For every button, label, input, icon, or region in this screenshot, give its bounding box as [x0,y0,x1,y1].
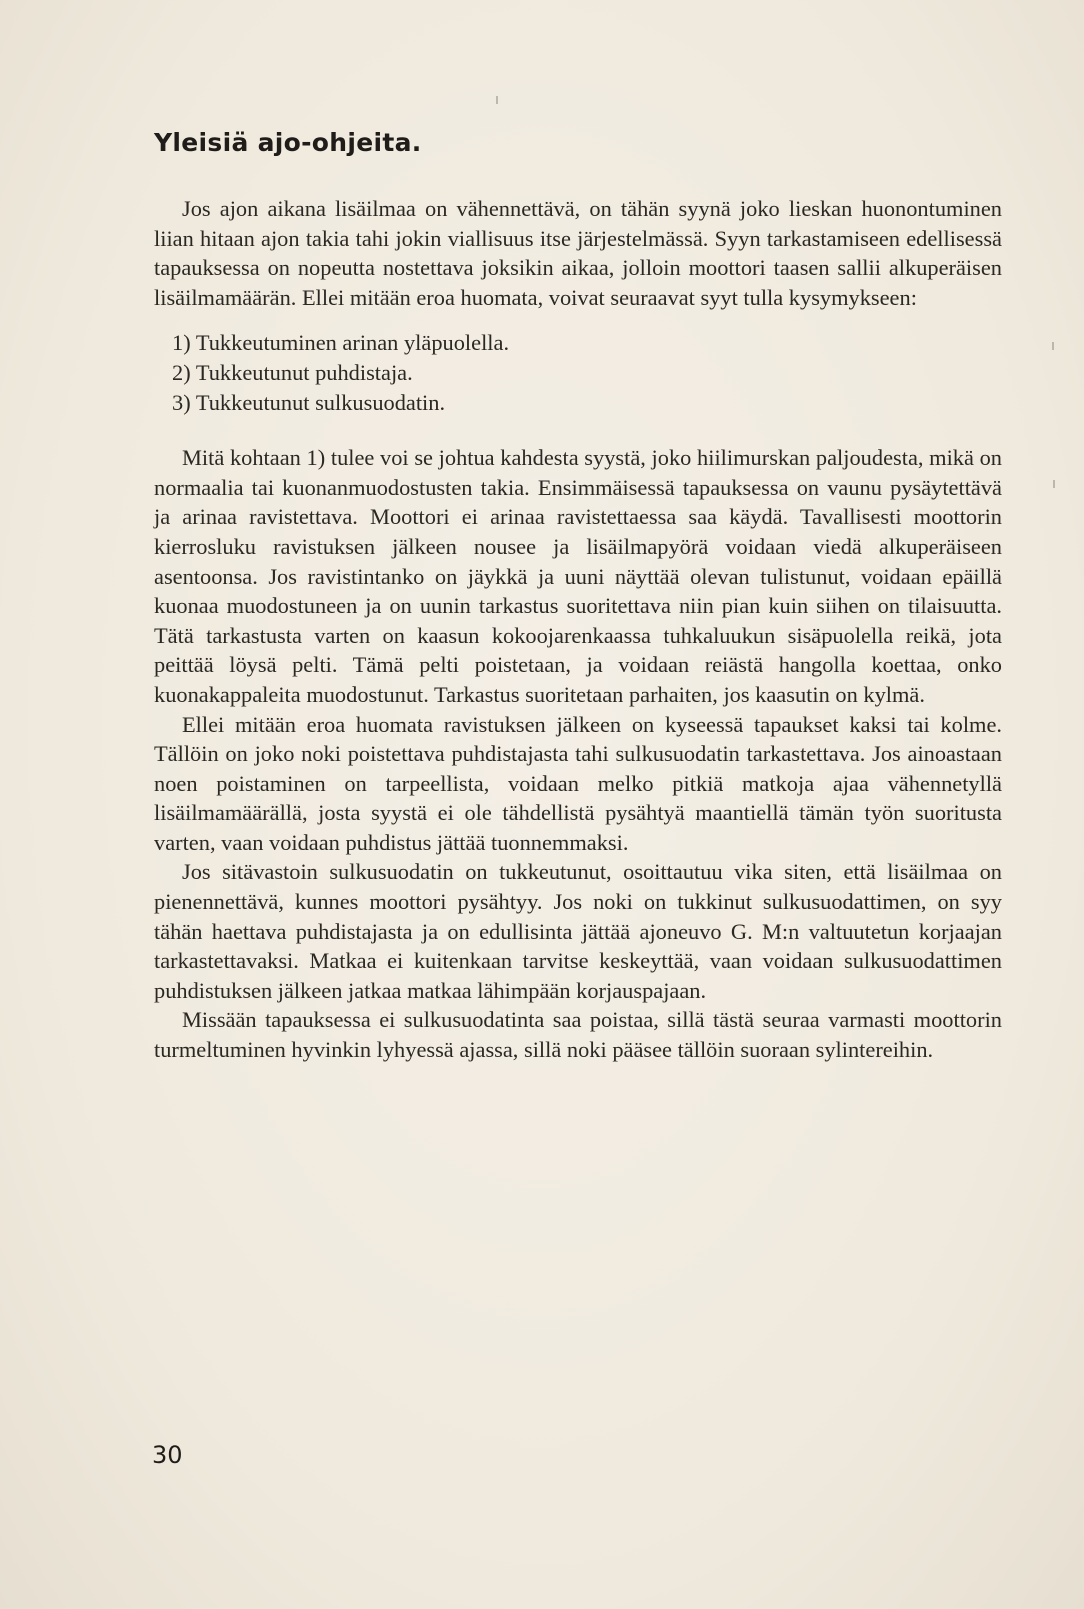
list-item: 2) Tukkeutunut puhdistaja. [172,359,413,385]
list-item: 3) Tukkeutunut sulkusuodatin. [172,389,446,415]
cause-list [154,328,1002,417]
page-number: 30 [152,1441,183,1469]
paragraph: Ellei mitään eroa huomata ravistuksen jälkeen on kyseessä tapaukset kaksi tai kolme. Tällöin on joko noki poistettava puhdistajasta tahi sulkusuodatin tarkastettava. Jos ainoastaan noen poistaminen on tarpeellista, voidaan melko pitkiä matkoja ajaa vähennetyllä lisäilmamäärällä, josta syystä ei ole tähdellistä pysähtyä maantiellä tämän työn suoritusta varten, vaan voidaan puhdistus jättää tuonnemmaksi. [154,711,1002,855]
paper-speck [1052,342,1054,350]
paragraph: Jos sitävastoin sulkusuodatin on tukkeutunut, osoittautuu vika siten, että lisäilmaa on pienennettävä, kunnes moottori pysähtyy. Jos noki on tukkinut sulkusuodattimen, on syy tähän haettava puhdistajasta ja on edullisinta jättää ajoneuvo G. M:n valtuutetun korjaajan tarkastettavaksi. Matkaa ei kuitenkaan tarvitse keskeyttää, vaan voidaan sulkusuodattimen puhdistuksen jälkeen jatkaa matkaa lähimpään korjauspajaan. [154,859,1002,1003]
list-item: 1) Tukkeutuminen arinan yläpuolella. [172,330,510,356]
paragraph: Mitä kohtaan 1) tulee voi se johtua kahdesta syystä, joko hiilimurskan paljoudesta, mikä on normaalia tai kuonanmuodostusten takia. Ensimmäisessä tapauksessa on vaunu pysäytettävä ja arinaa ravistettava. Moottori ei arinaa ravistettaessa saa käydä. Tavallisesti moottorin kierrosluku ravistuksen jälkeen nousee ja lisäilmapyörä voidaan viedä alkuperäiseen asentoonsa. Jos ravistintanko on jäykkä ja uuni näyttää olevan tulistunut, voidaan epäillä kuonaa muodostuneen ja on uunin tarkastus suoritettava niin pian kuin siihen on tilaisuutta. Tätä tarkastusta varten on kaasun kokoojarenkaassa tuhkaluukun sisäpuolella reikä, jota peittää löysä pelti. Tämä pelti poistetaan, ja voidaan reiästä hangolla koettaa, onko kuonakappaleita muodostunut. Tarkastus suoritetaan parhaiten, jos kaasutin on kylmä. [154,445,1002,707]
intro-paragraph: Jos ajon aikana lisäilmaa on vähennettävä, on tähän syynä joko lieskan huonontuminen liian hitaan ajon takia tahi jokin viallisuus itse järjestelmässä. Syyn tarkastamiseen edellisessä tapauksessa on nopeutta nostettava joksikin aikaa, jolloin moottori taasen sallii alkuperäisen lisäilmamäärän. Ellei mitään eroa huomata, voivat seuraavat syyt tulla kysymykseen: [154,196,1002,310]
section-heading: Yleisiä ajo-ohjeita. [154,128,422,157]
paper-speck [1053,480,1055,488]
spacer [154,431,1002,443]
paragraph: Missään tapauksessa ei sulkusuodatinta saa poistaa, sillä tästä seuraa varmasti moottorin turmeltuminen hyvinkin lyhyessä ajassa, sillä noki pääsee tällöin suoraan sylintereihin. [154,1007,1002,1063]
body-text [154,194,1002,1065]
paper-speck [496,96,498,104]
